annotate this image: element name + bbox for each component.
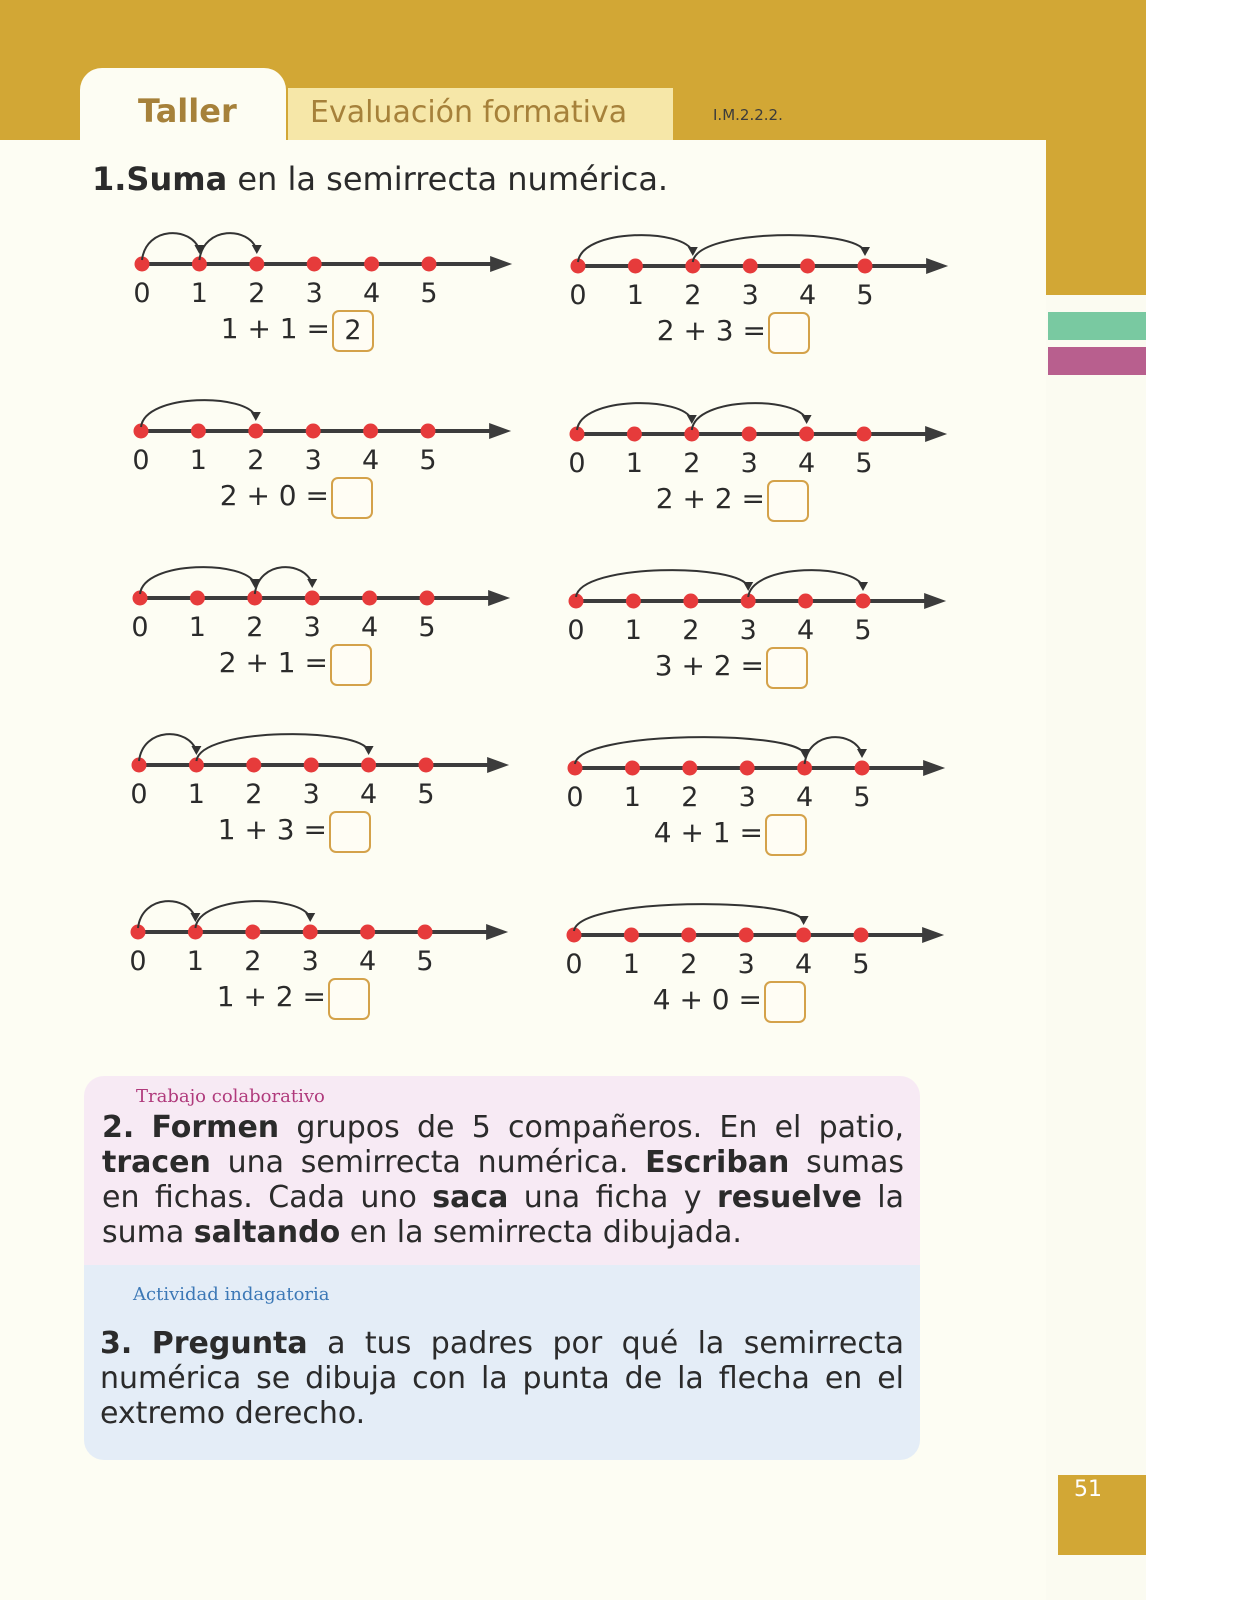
answer-box[interactable] (329, 811, 371, 853)
q2-segment: sumas en fichas. Cada uno (102, 1145, 904, 1215)
number-line-tick-label: 0 (133, 278, 151, 309)
q2-segment: saca (432, 1180, 509, 1215)
number-line-dot (796, 928, 811, 943)
number-line-tick-label: 2 (245, 779, 263, 810)
hop-arrowhead (252, 245, 262, 254)
number-line-tick-label: 4 (361, 612, 379, 643)
q2-segment: grupos de 5 compañeros. En el patio, (279, 1110, 904, 1145)
number-line-dot (627, 427, 642, 442)
q2-segment: Escriban (645, 1145, 790, 1180)
number-line-dot (798, 594, 813, 609)
hop-arc (577, 403, 692, 430)
answer-box[interactable] (765, 814, 807, 856)
number-line-dot (625, 761, 640, 776)
number-line-tick-label: 2 (684, 280, 702, 311)
q3-label: Actividad indagatoria (133, 1284, 330, 1305)
equation-label: 1 + 2 = (216, 980, 326, 1013)
number-line-tick-label: 5 (853, 782, 871, 813)
number-line-tick-label: 1 (189, 445, 207, 476)
number-line-tick-label: 4 (362, 445, 380, 476)
number-line-tick-label: 2 (681, 782, 699, 813)
number-line-tick-label: 0 (568, 448, 586, 479)
number-line-dot (743, 259, 758, 274)
hop-arc (199, 233, 256, 260)
number-line-tick-label: 2 (683, 448, 701, 479)
number-line-tick-label: 1 (623, 782, 641, 813)
number-line-dot (626, 594, 641, 609)
number-line-tick-label: 1 (625, 448, 643, 479)
number-line-tick-label: 5 (416, 946, 434, 977)
equation-label: 2 + 2 = (655, 482, 765, 515)
number-line-dot (628, 259, 643, 274)
q2-segment: Formen (151, 1110, 280, 1145)
number-line-dot (683, 594, 698, 609)
number-line-dot (422, 257, 437, 272)
number-line-tick-label: 5 (854, 615, 872, 646)
number-line-tick-label: 2 (682, 615, 700, 646)
curriculum-code: I.M.2.2.2. (713, 106, 783, 124)
hop-arrowhead (799, 916, 809, 925)
question-3 (100, 1326, 904, 1431)
number-line-tick-label: 1 (624, 615, 642, 646)
number-line-tick-label: 0 (566, 782, 584, 813)
q3-segment: Pregunta (151, 1326, 308, 1361)
number-line-tick-label: 4 (795, 949, 813, 980)
number-line-arrowhead (925, 426, 947, 442)
number-line-arrowhead (922, 927, 944, 943)
number-line-tick-label: 2 (247, 445, 265, 476)
hop-arc (255, 567, 312, 594)
hop-arrowhead (364, 746, 374, 755)
hop-arc (574, 904, 804, 931)
number-line-dot (858, 259, 873, 274)
equation-label: 1 + 3 = (217, 813, 327, 846)
number-line-tick-label: 3 (740, 448, 758, 479)
hop-arc (195, 901, 310, 928)
number-line-tick-label: 3 (302, 779, 320, 810)
number-line-arrowhead (487, 757, 509, 773)
hop-arc (748, 570, 863, 597)
number-line-tick-label: 4 (363, 278, 381, 309)
hop-arc (139, 734, 196, 761)
q1-verb: Suma (126, 160, 228, 198)
number-line-dot (800, 259, 815, 274)
q2-segment: la suma (102, 1180, 904, 1250)
number-line-dot (855, 761, 870, 776)
hop-arc (576, 570, 748, 597)
q1-text: en la semirrecta numérica. (227, 160, 669, 198)
question-2 (102, 1110, 904, 1250)
number-line-dot (245, 925, 260, 940)
equation-label: 2 + 0 = (219, 479, 329, 512)
number-line-dot (364, 257, 379, 272)
hop-arc (805, 737, 862, 764)
number-line-arrowhead (486, 924, 508, 940)
q2-number: 2. (102, 1110, 135, 1145)
number-line-dot (307, 257, 322, 272)
hop-arc (140, 567, 255, 594)
number-line-tick-label: 0 (567, 615, 585, 646)
number-line-dot (361, 758, 376, 773)
number-line-dot (421, 424, 436, 439)
equation-label: 4 + 1 = (653, 816, 763, 849)
number-line-dot (681, 928, 696, 943)
equation-label: 3 + 2 = (654, 649, 764, 682)
number-line-dot (191, 424, 206, 439)
hop-arc (138, 901, 195, 928)
q3-segment: a tus padres por qué la semirrecta numérica se dibuja con la punta de la flecha en el extremo derecho. (100, 1326, 904, 1431)
number-line-tick-label: 2 (680, 949, 698, 980)
hop-arc (578, 235, 693, 262)
answer-box[interactable] (764, 981, 806, 1023)
number-line-tick-label: 3 (305, 278, 323, 309)
hop-arrowhead (857, 749, 867, 758)
number-line-tick-label: 0 (130, 779, 148, 810)
equation-label: 1 + 1 = (220, 312, 330, 345)
number-line-tick-label: 0 (565, 949, 583, 980)
number-line-arrowhead (926, 258, 948, 274)
number-line-tick-label: 3 (737, 949, 755, 980)
number-line-tick-label: 4 (360, 779, 378, 810)
number-line-tick-label: 1 (626, 280, 644, 311)
answer-box[interactable] (331, 477, 373, 519)
answer-box[interactable] (328, 978, 370, 1020)
number-line-arrowhead (490, 256, 512, 272)
number-line-tick-label: 5 (855, 448, 873, 479)
q2-segment: en la semirrecta dibujada. (340, 1215, 742, 1250)
q2-segment: saltando (193, 1215, 341, 1250)
number-line-tick-label: 4 (797, 615, 815, 646)
q2-segment: una semirrecta numérica. (210, 1145, 646, 1180)
number-line-tick-label: 1 (188, 612, 206, 643)
page-number-box (1058, 1475, 1146, 1555)
answer-box[interactable] (766, 647, 808, 689)
number-line-dot (306, 424, 321, 439)
q2-label: Trabajo colaborativo (136, 1086, 325, 1107)
number-line-tick-label: 0 (131, 612, 149, 643)
number-line-tick-label: 1 (186, 946, 204, 977)
hop-arrowhead (802, 415, 812, 424)
hop-arc (693, 235, 865, 262)
number-line-dot (305, 591, 320, 606)
number-line-dot (360, 925, 375, 940)
tab-evaluacion-label: Evaluación formativa (310, 95, 628, 130)
q3-number: 3. (100, 1326, 133, 1361)
number-line-tick-label: 1 (190, 278, 208, 309)
number-line-tick-label: 5 (419, 445, 437, 476)
number-line-dot (742, 427, 757, 442)
answer-box[interactable]: 2 (332, 310, 374, 352)
answer-box[interactable] (767, 480, 809, 522)
q2-text (102, 1110, 904, 1250)
number-line-arrowhead (924, 593, 946, 609)
number-line-tick-label: 3 (301, 946, 319, 977)
number-line-tick-label: 0 (132, 445, 150, 476)
number-line-tick-label: 3 (303, 612, 321, 643)
q1-number: 1. (92, 160, 127, 198)
answer-box[interactable] (768, 312, 810, 354)
number-line-tick-label: 0 (569, 280, 587, 311)
number-line-tick-label: 5 (418, 612, 436, 643)
number-line-dot (303, 925, 318, 940)
number-line-arrowhead (489, 423, 511, 439)
hop-arrowhead (860, 247, 870, 256)
answer-box[interactable] (330, 644, 372, 686)
equation-label: 2 + 1 = (218, 646, 328, 679)
number-line-arrowhead (488, 590, 510, 606)
number-line-dot (363, 424, 378, 439)
number-line-tick-label: 2 (246, 612, 264, 643)
number-line-dot (248, 424, 263, 439)
number-line-dot (739, 928, 754, 943)
number-line-tick-label: 5 (417, 779, 435, 810)
number-line-tick-label: 3 (739, 615, 757, 646)
number-line-tick-label: 4 (799, 280, 817, 311)
hop-arc (692, 403, 807, 430)
q2-segment: resuelve (716, 1180, 862, 1215)
q2-segment: tracen (102, 1145, 211, 1180)
number-line-dot (304, 758, 319, 773)
number-line-tick-label: 5 (420, 278, 438, 309)
number-line-tick-label: 2 (244, 946, 262, 977)
number-line-tick-label: 5 (852, 949, 870, 980)
number-line-tick-label: 4 (796, 782, 814, 813)
number-line-tick-label: 3 (304, 445, 322, 476)
equation-label: 2 + 3 = (656, 314, 766, 347)
hop-arc (142, 233, 199, 260)
number-line-dot (624, 928, 639, 943)
hop-arc (575, 737, 805, 764)
number-line-dot (190, 591, 205, 606)
number-line-dot (740, 761, 755, 776)
hop-arrowhead (858, 582, 868, 591)
hop-arc (196, 734, 368, 761)
number-line-tick-label: 3 (741, 280, 759, 311)
number-line-tick-label: 1 (187, 779, 205, 810)
number-line-dot (362, 591, 377, 606)
tab-taller-label: Taller (138, 92, 237, 130)
number-line-dot (856, 594, 871, 609)
number-line-dot (246, 758, 261, 773)
hop-arrowhead (305, 913, 315, 922)
hop-arrowhead (251, 412, 261, 421)
number-line-tick-label: 5 (856, 280, 874, 311)
number-line-dot (249, 257, 264, 272)
hop-arc (141, 400, 256, 427)
q3-text (100, 1326, 904, 1431)
equation-label: 4 + 0 = (652, 983, 762, 1016)
number-line-dot (682, 761, 697, 776)
number-line-tick-label: 4 (798, 448, 816, 479)
hop-arrowhead (307, 579, 317, 588)
number-line-tick-label: 3 (738, 782, 756, 813)
number-line-dot (857, 427, 872, 442)
number-line-arrowhead (923, 760, 945, 776)
q2-segment: una ficha y (508, 1180, 717, 1215)
number-line-tick-label: 4 (359, 946, 377, 977)
number-line-tick-label: 1 (622, 949, 640, 980)
number-line-dot (420, 591, 435, 606)
number-line-dot (799, 427, 814, 442)
number-line-tick-label: 2 (248, 278, 266, 309)
number-line-tick-label: 0 (129, 946, 147, 977)
number-line-dot (419, 758, 434, 773)
number-line-dot (854, 928, 869, 943)
page-number: 51 (1074, 1477, 1102, 1502)
number-line-dot (418, 925, 433, 940)
